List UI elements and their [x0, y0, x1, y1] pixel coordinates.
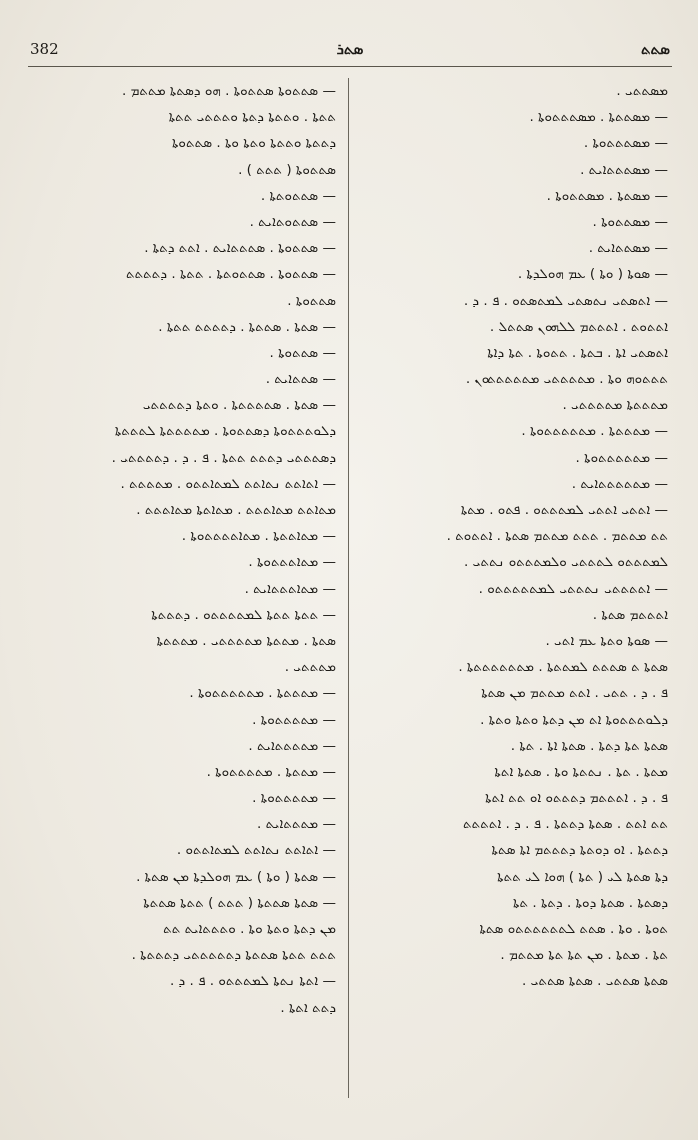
entry-line: — ܡܬܬܬܬܐ . ܡܬܬܬܬܬܘܬܐ . [189, 685, 336, 702]
entry-line: — ܡܣܬܬܬܘܬܐ . [583, 135, 668, 152]
entry-line: ܕܬܬܬܐ . ܐܘ ܕܘܬܬܐ ܕܬܬܬܡ ܐܬܐ ܣܬܬܐ [491, 842, 668, 859]
entry-line: ܬܬܬ ܬܬܬܐ ܣܬܬܬܐ ܕܬܬܬܬܬܝ ܕܬܬܬܬܐ . [131, 947, 336, 964]
entry-line: — ܡܣܬܬܬܐ . ܡܣܬܬܬܘܬܐ . [529, 109, 668, 126]
entry-line: ܣܬܬܐ . ܡܬܬܬܐ ܡܬܬܬܬܝ . ܡܬܬܬܬܐ [156, 632, 336, 649]
entry-line: — ܡܬܬܬܬܬܐܝܬ . [571, 475, 668, 492]
entry-line: — ܐܬܬܬܬܝ ܢܬܬܬܝ ܠܡܬܬܬܬܬܘ . [478, 580, 668, 597]
entry-line: ܕܣܬܬܬܝ ܕܬܬܬ ܬܬܬܐ . ܦ . ܕ . ܕܬܬܬܬܝ . [111, 449, 336, 466]
entry-line: — ܐܬܬܐ ܢܬܬܐ ܠܡܬܬܬܘ . ܦ . ܕ . [169, 973, 336, 990]
entry-line: ܣܬܬܐ ܬ ܣܬܬܬ ܠܡܬܬܬܐ . ܡܬܬܬܬܬܬܬܐ . [458, 659, 668, 676]
entry-line: — ܡܬܐܬܬܬܐܝܬ . [244, 580, 336, 597]
entry-line: ܬܬ ܐܬܬ . ܣܬܬܐ ܕܬܬܬܐ . ܦ . ܕ . ܐܬܬܬܬ [463, 816, 668, 833]
running-head-center: ܣܬܪ [336, 40, 364, 58]
entry-line: — ܐܬܣܬܝ ܢܬܣܬܝ ܠܡܬܣܬܘ . ܦ . ܕ . [463, 292, 668, 309]
page-number: 382 [30, 40, 59, 58]
entry-line: ܐܬܬܬܡ ܣܬܬܐ . [592, 606, 668, 623]
entry-line: ܡܬܬܬܝ . [284, 659, 336, 676]
entry-line: ܕܬܬܬܐ ܘܬܬܬܐ ܘܬܬܐ ܘܬܐ . ܣܬܬܘܬܐ [171, 135, 336, 152]
entry-line: ܕܠܘܬܬܬܘܬܐ ܕܣܬܬܘܬܐ . ܡܬܬܬܬܬܐ ܠܬܬܬܬܐ [114, 423, 336, 440]
entry-line: ܕܠܘܬܬܬܘܬܐ ܐܬ ܡܢ ܕܬܬܐ ܘܬܬܐ ܘܬܬܐ . [480, 711, 668, 728]
entry-line: — ܡܬܬܬܬܬܘܬܐ . [575, 449, 668, 466]
entry-line: — ܡܬܐܬܬܬܘܬܐ . [248, 554, 336, 571]
entry-line: ܡܣܬܬܝ . [616, 83, 668, 99]
entry-line: ܦ . ܕ . ܐܬܬܬܡ ܕܬܬܬܘ ܐܘ ܬܬ ܐܬܬܐ [485, 790, 668, 807]
entry-line: ܣܬܬܘܬܐ ( ܬܬܬ ) . [238, 161, 336, 178]
entry-line: — ܣܬܬܘܬܐ . [269, 344, 336, 361]
entry-line: ܐܬܬܘܬ . ܐܬܬܬܡ ܠܠܗܘܢ ܣܬܬܠ . [489, 318, 668, 335]
entry-line: — ܡܬܐܬܬܬܐ . ܡܬܐܬܬܬܬܘܬܐ . [181, 528, 336, 545]
entry-line: — ܣܘܬܐ ܘܬܬܐ ܥܡ ܐܬܝ . [545, 632, 668, 649]
entry-line: ܡܬܬܬܬܐ ܡܬܬܬܬܝ . [562, 397, 668, 414]
entry-line: ܠܡܬܬܬܘ ܠܬܬܬܝ ܘܠܡܬܬܬܘ ܢܬܬܝ . [464, 554, 668, 571]
entry-line: — ܣܬܬܘܬܐܝܬ . [249, 213, 336, 230]
running-head-right: ܣܬܬ [640, 40, 670, 58]
entry-line: — ܣܬܬܐ ( ܘܬܐ ) ܥܡ ܗܘܠܕܬܐ ܡܢ ܣܬܬܐ . [136, 868, 336, 885]
entry-line: — ܐܬܬܝ ܐܬܬܝ ܠܡܬܬܬܘ . ܦܬܘ . ܡܬܬܐ [460, 502, 668, 518]
entry-line: — ܐܬܐܬܬ ܢܬܐܬܬ ܠܡܬܐܬܬܘ . [176, 842, 336, 859]
entry-line: — ܡܬܬܬܬܐܝܬ . [248, 737, 336, 754]
entry-line: ܕܬܬ ܐܬܬܐ . [280, 999, 336, 1016]
entry-line: — ܡܣܬܬܘܬܐ . [592, 213, 668, 230]
entry-line: ܬܬܬܐ . ܘܬܬܬܐ ܕܬܬܐ ܘܬܬܬܝ ܬܬܬܐ [168, 109, 336, 126]
entry-line: ܐܬܣܬܝ ܐܬܐ . ܒܬܬܐ . ܬܬܘܬܐ . ܬܬܐ ܕܐܬܐ [487, 344, 668, 361]
entry-line: — ܡܬܬܬܐ . ܡܬܬܬܬܘܬܐ . [206, 763, 336, 780]
entry-line: ܕܬܐ ܣܬܬܐ ܠܝ ( ܬܬܐ ) ܗܘܐ ܠܝ ܬܬܬܐ [497, 868, 668, 885]
entry-line: ܦ . ܕ . ܬܬܝ . ܐܬܬ ܡܬܬܡ ܡܢ ܣܬܬܐ [481, 685, 668, 702]
entry-line: ܡܬܐܬܬ ܡܬܐܬܬܬ . ܡܬܐܬܬܐ ܡܬܐܬܬܬ . [136, 502, 336, 518]
entry-line: — ܡܬܬܬܬܘܬܐ . [252, 711, 336, 728]
entry-line: ܡܢ ܕܬܬܐ ܘܬܬܐ ܘܬܐ . ܘܬܬܬܐܝܬ ܬܬ [163, 921, 336, 937]
entry-line: ܕܣܬܬܐ . ܣܬܬܐ ܕܘܬܐ . ܕܬܬܐ . ܬܬܐ [513, 894, 668, 911]
entry-line: — ܡܣܬܬܐ . ܡܣܬܬܘܬܐ . [546, 187, 668, 204]
entry-line: — ܣܬܬܘܬܐ . ܣܬܬܘܬܬܐ . ܬܬܬܐ . ܕܬܬܬܬ [125, 266, 336, 283]
entry-line: — ܐܬܐܬܬ ܢܬܐܬܬ ܠܡܬܐܬܬܘ . ܡܬܬܬܬ . [120, 475, 336, 492]
entry-line: — ܣܘܬܐ ( ܘܬܐ ) ܥܡ ܗܘܠܕܬܐ . [517, 266, 668, 283]
column-divider [348, 78, 349, 1098]
entry-line: — ܣܬܬܐ . ܣܬܬܬܐ . ܕܬܬܬܬ ܬܬܬܐ . [158, 318, 336, 335]
entry-line: — ܡܣܬܬܐܝܬ . [588, 240, 668, 257]
entry-line: — ܡܬܬܬܬܘܬܐ . [252, 790, 336, 807]
entry-line: ܣܬܬܐ ܣܬܬܝ . ܣܬܬܐ ܣܬܬܝ . [522, 973, 668, 990]
entry-line: ܣܬܬܘܬܐ . [287, 292, 336, 309]
entry-line: ܬܬ ܡܬܬܡ . ܬܬܬ ܡܬܬܡ ܣܬܬܐ . ܐܬܬܘܬ . [446, 528, 668, 545]
entry-line: — ܣܬܬܘܬܐ . ܣܬܬܬܐܝܬ . ܐܬܬ ܕܬܬܐ . [144, 240, 336, 257]
entry-line: — ܡܣܬܬܬܐܝܬ . [580, 161, 668, 178]
entry-line: ܬܘܬܐ . ܘܬܐ . ܣܬܬ ܠܬܬܬܬܬܬܘ ܣܬܬܐ [479, 921, 668, 937]
entry-line: — ܣܬܬܐ ܣܬܬܬܐ ( ܬܬܬ ) ܬܬܬܐ ܣܬܬܬܐ [143, 894, 336, 911]
entry-line: ܣܬܬܐ ܬܬܐ ܕܬܬܐ . ܣܬܬܐ ܐܬܐ . ܬܬܐ . [510, 737, 668, 754]
page-header [30, 40, 670, 66]
entry-line: — ܡܬܬܬܬܐ . ܡܬܬܬܬܬܘܬܐ . [521, 423, 668, 440]
entry-line: ܡܬܬܐ . ܬܬܐ . ܢܬܬܬܐ ܘܬܐ . ܣܬܬܐ ܐܬܬܐ [494, 763, 668, 780]
entry-line: ܬܬܐ . ܡܬܬܐ . ܡܢ ܬܬܐ ܬܬܐ ܡܬܬܡ . [500, 947, 668, 964]
entry-line: — ܣܬܬܐܝܬ . [265, 371, 336, 388]
entry-line: — ܬܬܬܐ ܬܬܬܐ ܠܡܬܬܬܬܘ . ܕܬܬܬܬܐ [151, 606, 336, 623]
right-column [362, 78, 668, 995]
entry-line: ܬܬܬܘܗ ܘܬܐ . ܡܬܬܬܬܝ ܡܬܬܬܬܬܘܢ . [465, 371, 668, 388]
entry-line: — ܡܬܬܬܐܝܬ . [256, 816, 336, 833]
header-rule [28, 66, 672, 67]
entry-line: — ܣܬܬܘܬܐ ܣܬܬܘܬܐ . ܗܘ ܕܣܬܬܐ ܡܬܬܡ . [122, 83, 336, 99]
entry-line: — ܣܬܬܘܬܬܐ . [260, 187, 336, 204]
left-column [30, 78, 336, 1021]
entry-line: — ܣܬܬܐ . ܣܬܬܬܬܬܐ . ܘܬܬܐ ܕܬܬܬܬܝ [142, 397, 336, 414]
